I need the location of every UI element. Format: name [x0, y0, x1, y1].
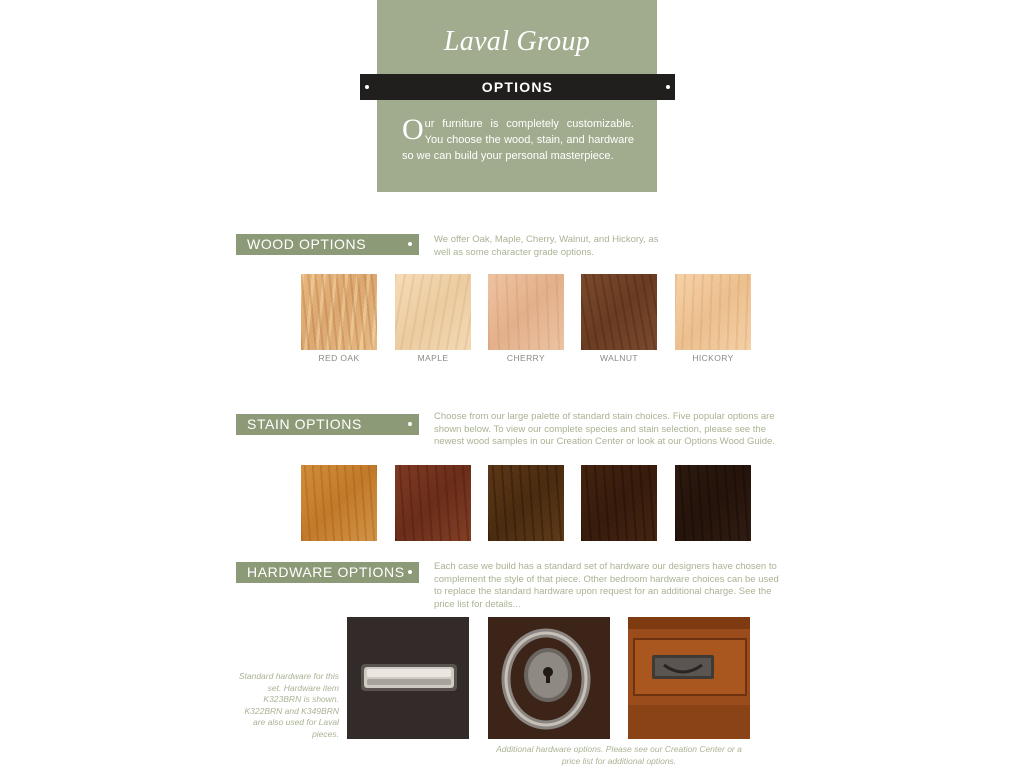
intro-paragraph	[402, 113, 634, 164]
stain-swatch-5	[675, 465, 751, 541]
stain-options-heading	[236, 414, 419, 435]
drawer-bail-pull-icon	[628, 617, 750, 739]
bullet-dot-icon	[408, 570, 412, 574]
bullet-dot-icon	[666, 85, 670, 89]
hardware-options-heading-label: HARDWARE OPTIONS	[247, 564, 405, 580]
stain-swatch-3	[488, 465, 564, 541]
hardware-photo-ring-pull	[488, 617, 610, 739]
bullet-dot-icon	[408, 422, 412, 426]
bar-pull-handle-icon	[347, 617, 469, 739]
bullet-dot-icon	[408, 242, 412, 246]
wood-options-heading-label: WOOD OPTIONS	[247, 236, 367, 252]
standard-hardware-caption: Standard hardware for this set. Hardware item K323BRN is shown. K322BRN and K349BRN are also used for Laval pieces.	[238, 671, 339, 739]
brand-title: Laval Group	[443, 26, 591, 57]
stain-swatch-1	[301, 465, 377, 541]
wood-swatch-red-oak	[301, 274, 377, 350]
wood-options-description: We offer Oak, Maple, Cherry, Walnut, and Hickory, as well as some character grade options.	[434, 234, 659, 258]
hardware-options-description: Each case we build has a standard set of hardware our designers have chosen to complement the style of that piece. Other bedroom hardware choices can be used to replace the standard hardware upon request for an additional charge. See the price list for details...	[434, 561, 779, 610]
intro-dropcap: O	[402, 113, 424, 146]
wood-options-heading	[236, 234, 419, 255]
wood-swatch-label: HICKORY	[692, 353, 734, 363]
hardware-photo-standard-pull	[347, 617, 469, 739]
wood-swatch-label: RED OAK	[318, 353, 360, 363]
hardware-photo-drawer-pull	[628, 617, 750, 739]
hardware-options-heading	[236, 562, 419, 583]
stain-options-description: Choose from our large palette of standard stain choices. Five popular options are shown below. To view our complete species and stain selection, please see the newest wood samples in our Creation Center or look at our Options Wood Guide.	[434, 411, 775, 447]
wood-swatch-walnut	[581, 274, 657, 350]
wood-swatch-cherry	[488, 274, 564, 350]
options-banner	[360, 74, 675, 100]
ring-pull-icon	[488, 617, 610, 739]
wood-swatch-label: MAPLE	[417, 353, 449, 363]
stain-swatch-2	[395, 465, 471, 541]
stain-options-heading-label: STAIN OPTIONS	[247, 416, 362, 432]
wood-swatch-label: WALNUT	[600, 353, 638, 363]
wood-swatch-maple	[395, 274, 471, 350]
additional-hardware-caption: Additional hardware options. Please see our Creation Center or a price list for additional options.	[496, 744, 742, 766]
wood-swatch-hickory	[675, 274, 751, 350]
stain-swatch-4	[581, 465, 657, 541]
wood-swatch-label: CHERRY	[506, 353, 546, 363]
intro-text: ur furniture is completely customizable. You choose the wood, stain, and hardware so we can build your personal masterpiece.	[402, 118, 634, 162]
options-banner-label: OPTIONS	[481, 79, 554, 95]
